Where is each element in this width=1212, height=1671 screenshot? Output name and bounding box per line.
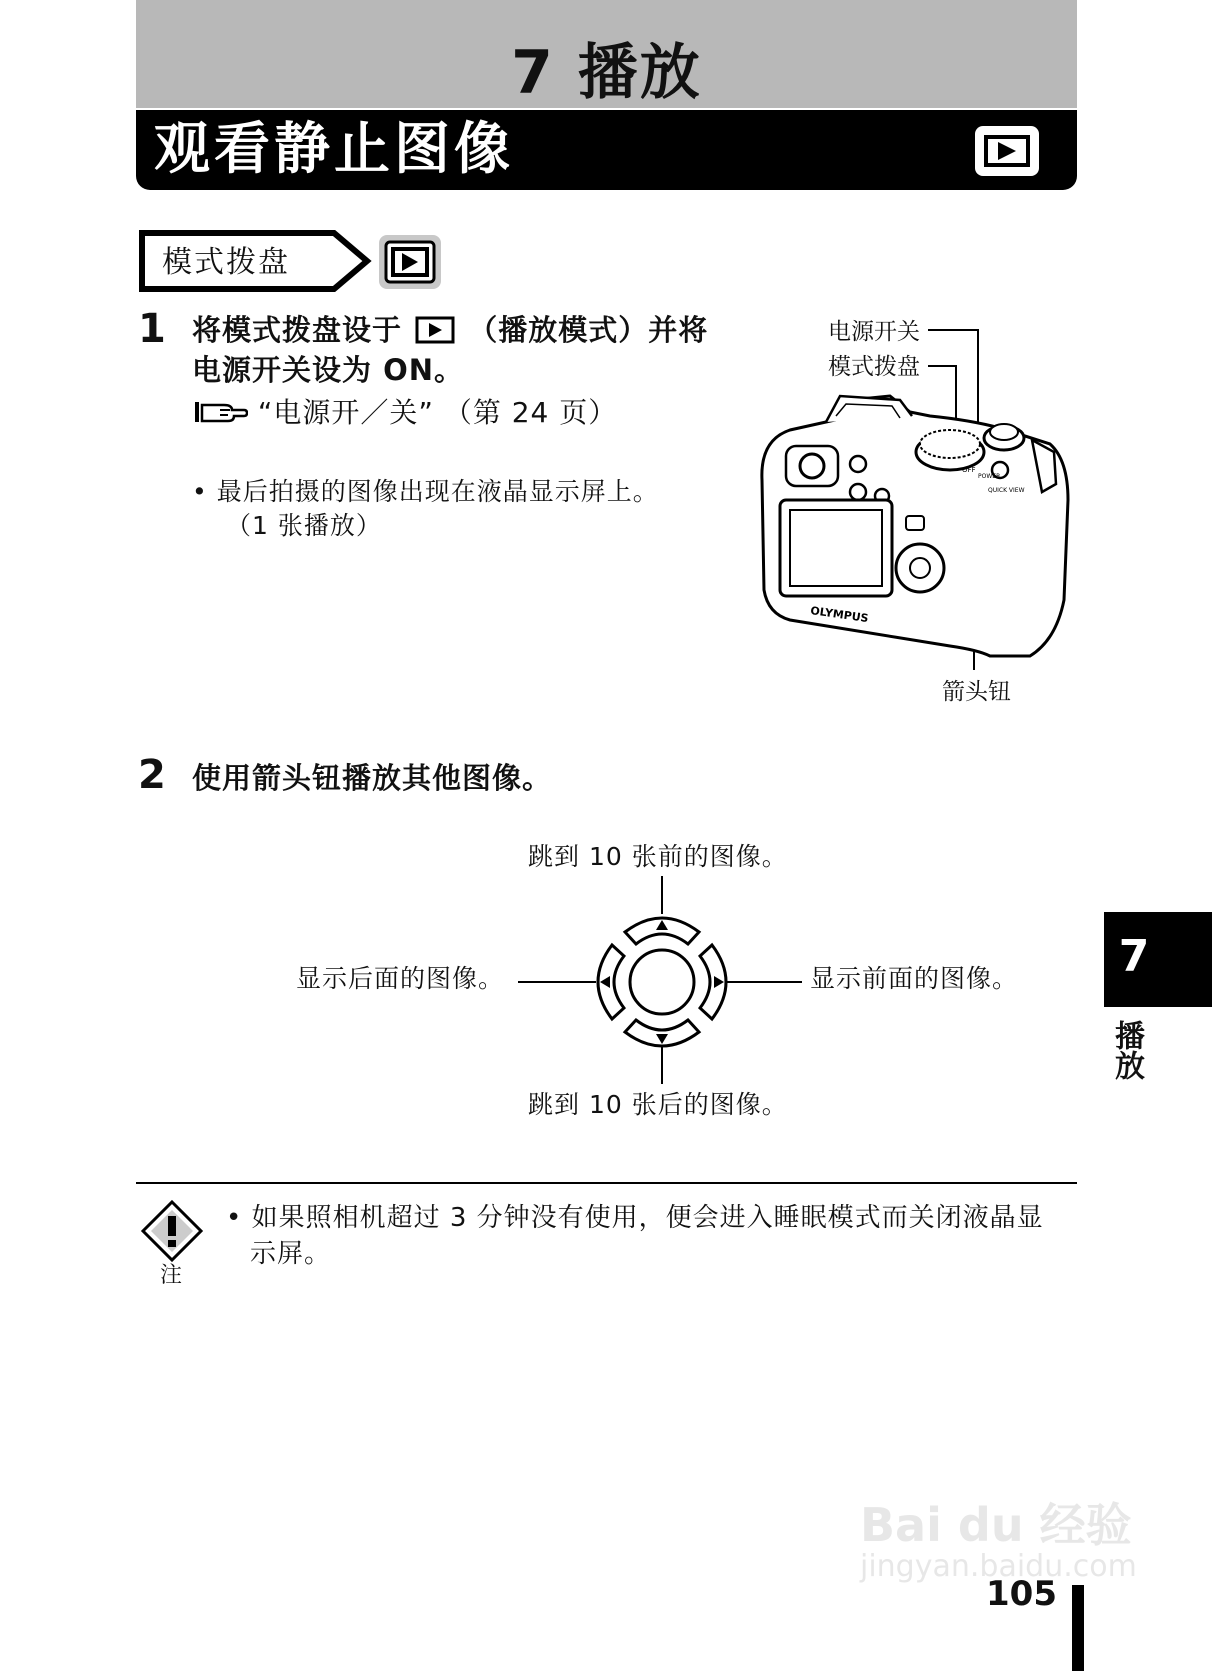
step-2-number: 2 xyxy=(138,752,166,798)
side-tab-label: 播放 xyxy=(1109,1020,1144,1080)
camera-brand: OLYMPUS xyxy=(809,604,870,626)
svg-text:POWER: POWER xyxy=(978,473,1001,480)
inline-playback-icon xyxy=(415,316,455,344)
playback-icon xyxy=(972,123,1042,179)
arrow-left-description: 显示后面的图像。 xyxy=(296,964,505,993)
step-2-text: 使用箭头钮播放其他图像。 xyxy=(192,761,553,795)
ok-button xyxy=(630,950,694,1014)
arrow-right-description: 显示前面的图像。 xyxy=(810,964,1019,993)
section-title: 观看静止图像 xyxy=(154,117,514,182)
step-1-text-b: （播放模式）并将 xyxy=(468,313,709,347)
svg-text:QUICK VIEW: QUICK VIEW xyxy=(988,487,1025,494)
note-text-line-2: 示屏。 xyxy=(250,1239,332,1269)
watermark-line-2: jingyan.baidu.com xyxy=(860,1549,1137,1584)
reference-line xyxy=(194,394,617,432)
arrow-up-description: 跳到 10 张前的图像。 xyxy=(528,842,788,871)
playback-mode-icon xyxy=(377,233,443,291)
baidu-watermark xyxy=(860,1500,1160,1640)
camera-label-power-switch: 电源开关 xyxy=(828,319,920,345)
watermark-line-1: Bai du 经验 xyxy=(860,1498,1132,1552)
step-1-line-2: 电源开关设为 ON。 xyxy=(192,353,465,387)
note-label: 注 xyxy=(160,1263,183,1288)
camera-illustration xyxy=(750,320,1080,680)
arrow-down-description: 跳到 10 张后的图像。 xyxy=(528,1090,788,1119)
note-text-line-1: • 如果照相机超过 3 分钟没有使用，便会进入睡眠模式而关闭液晶显 xyxy=(226,1203,1044,1233)
mode-dial-label: 模式拨盘 xyxy=(162,245,290,280)
arrow-pad-diagram xyxy=(510,874,810,1094)
step-1-bullet-1: • 最后拍摄的图像出现在液晶显示屏上。 xyxy=(192,477,659,506)
note-divider xyxy=(136,1182,1077,1184)
step-1-number: 1 xyxy=(138,306,166,352)
step-1-text-a: 将模式拨盘设于 xyxy=(192,313,403,347)
step-1-bullet-2: （1 张播放） xyxy=(226,511,382,540)
chapter-title: 7 播放 xyxy=(511,38,702,108)
page-number: 105 xyxy=(986,1574,1057,1614)
reference-hand-icon xyxy=(194,399,248,425)
reference-text: “电源开／关” （第 24 页） xyxy=(257,396,618,429)
warning-note-icon xyxy=(139,1198,205,1264)
camera-label-mode-dial: 模式拨盘 xyxy=(828,354,920,380)
step-1-line-1 xyxy=(192,310,708,350)
svg-text:OFF: OFF xyxy=(962,466,976,474)
side-tab-number: 7 xyxy=(1118,931,1150,982)
page-edge-bar xyxy=(1072,1585,1084,1671)
camera-label-arrow-pad: 箭头钮 xyxy=(942,679,1011,705)
